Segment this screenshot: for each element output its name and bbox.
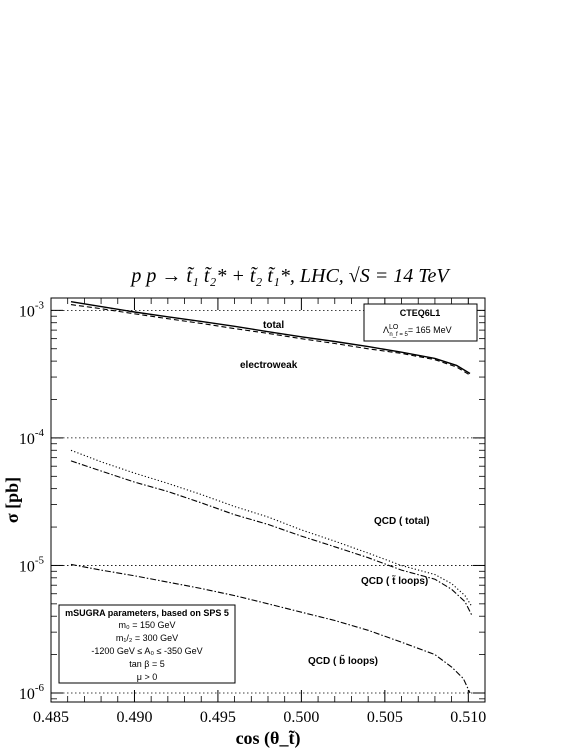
label-electroweak: electroweak bbox=[240, 360, 298, 371]
label-qcd-b-loops: QCD ( b̃ loops) bbox=[308, 656, 378, 667]
msugra-line: m₁/₂ = 300 GeV bbox=[115, 633, 179, 643]
pdf-name: CTEQ6L1 bbox=[399, 308, 441, 318]
y-tick-label: $10^{-4}$ bbox=[18, 426, 44, 448]
label-qcd-total: QCD ( total) bbox=[374, 516, 430, 527]
x-tick-label: 0.485 bbox=[33, 709, 69, 726]
x-tick-label: 0.490 bbox=[116, 709, 153, 726]
msugra-box bbox=[59, 605, 235, 683]
x-tick-label: 0.495 bbox=[199, 709, 236, 726]
y-tick-label: $10^{-5}$ bbox=[18, 554, 44, 576]
msugra-title: mSUGRA parameters, based on SPS 5 bbox=[65, 608, 229, 618]
x-tick-label: 0.500 bbox=[283, 709, 320, 726]
msugra-line: tan β = 5 bbox=[129, 659, 165, 669]
pdf-box bbox=[364, 304, 477, 341]
pdf-lambda: $\Lambda^{LO}$ n_f = 5= 165 MeV bbox=[383, 324, 452, 338]
x-tick-label: 0.510 bbox=[450, 709, 487, 726]
msugra-line: μ > 0 bbox=[136, 672, 158, 682]
x-tick-label: 0.505 bbox=[366, 709, 403, 726]
x-axis-label: cos (θ_t̃) bbox=[235, 728, 301, 748]
msugra-line: m₀ = 150 GeV bbox=[118, 620, 176, 630]
chart-title: p p → t̃₁ t̃₂* + t̃₂ t̃₁*, LHC, √S = 14 TeV bbox=[131, 265, 449, 287]
y-axis-label: σ [pb] bbox=[2, 476, 22, 524]
y-tick-label: $10^{-6}$ bbox=[18, 681, 44, 703]
label-qcd-t-loops: QCD ( t̃ loops) bbox=[361, 576, 429, 587]
y-tick-label: $10^{-3}$ bbox=[18, 299, 44, 321]
msugra-line: -1200 GeV ≤ A₀ ≤ -350 GeV bbox=[91, 646, 203, 656]
label-total: total bbox=[263, 320, 285, 331]
series-line bbox=[71, 461, 472, 615]
